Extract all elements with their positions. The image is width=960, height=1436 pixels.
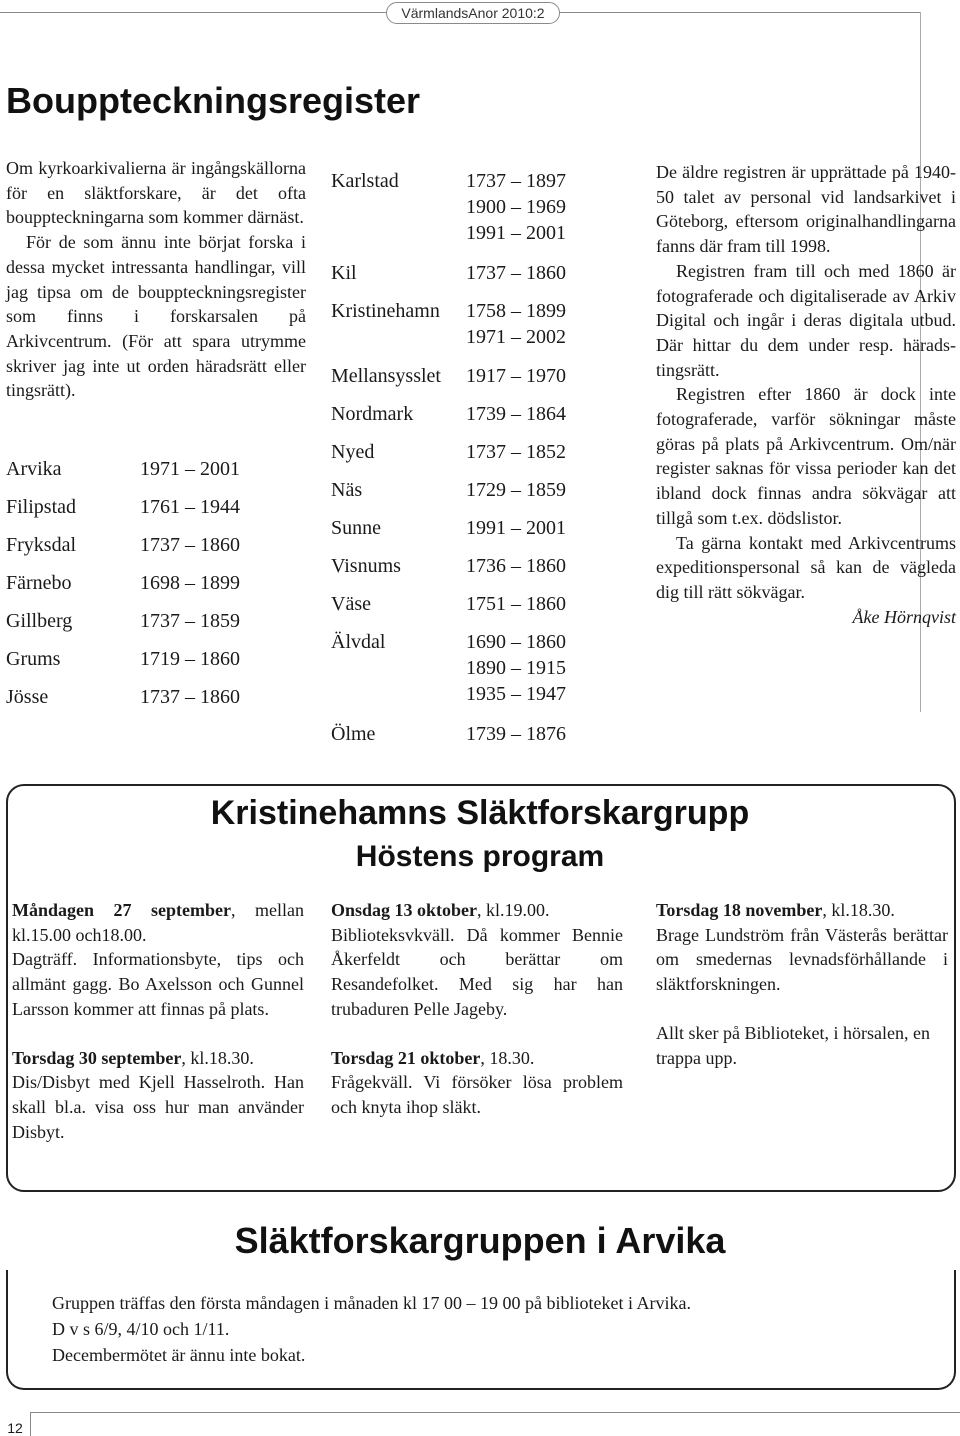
program-event — [331, 1046, 623, 1071]
program-column-2 — [331, 898, 623, 1120]
register-years: 1917 – 1970 — [466, 365, 566, 387]
register-place: Nordmark — [331, 403, 414, 425]
register-years: 1991 – 2001 — [466, 517, 566, 539]
register-years: 1739 – 1876 — [466, 723, 566, 745]
notes-paragraph-1: De äldre registren är upprättade på 1940-50 talet av personal vid landsarkivet i Göteborg, eftersom originalhandlingarna fanns där fram till 1998. — [656, 162, 956, 257]
event-date: Onsdag 13 oktober — [331, 900, 478, 920]
arvika-line: D v s 6/9, 4/10 och 1/11. — [52, 1319, 230, 1339]
kristinehamn-subtitle: Höstens program — [355, 840, 605, 873]
article-title: Bouppteckningsregister — [6, 80, 421, 121]
event-time: , kl.19.00. — [477, 900, 550, 920]
register-place: Karlstad — [331, 170, 399, 192]
register-years: 1751 – 1860 — [466, 593, 566, 615]
register-years: 1737 – 1860 — [466, 262, 566, 284]
intro-paragraph-1: Om kyrkoarkivalierna är ingångskällorna för en släktforskare, är det ofta bouppteckningarna som kommer därnäst. — [6, 158, 306, 228]
register-years: 1737 – 1859 — [140, 610, 240, 632]
register-place: Ölme — [331, 723, 376, 745]
register-place: Gillberg — [6, 610, 73, 632]
event-description: Dis/Disbyt med Kjell Hasselroth. Han skall bl.a. visa oss hur man använder Disbyt. — [12, 1072, 304, 1142]
event-description: Brage Lundström från Västerås berättar om smedernas levnadsförhållande i släktforskningen. — [656, 924, 948, 995]
intro-paragraph-2: För de som ännu inte börjat forska i dessa mycket intressanta handlingar, vill jag tipsa om de bouppteckningsregister som finns i forskarsalen på Arkivcentrum. (För att spara utrymme skriver jag inte ut orden häradsrätt eller tingsrätt). — [6, 232, 306, 401]
page-number: 12 — [7, 1420, 23, 1436]
register-place: Jösse — [6, 686, 49, 708]
notes-paragraph-2: Registren fram till och med 1860 är fotograferade och digitaliserade av Arkiv Digital och ingår i deras digitala utbud. Där hittar du dem under resp. härads- tingsrätt. — [656, 260, 956, 380]
register-years: 1729 – 1859 — [466, 479, 566, 501]
register-place: Älvdal — [331, 631, 386, 653]
register-place: Nyed — [331, 441, 375, 463]
register-years: 1737 – 1897 1900 – 1969 1991 – 2001 — [466, 170, 566, 244]
publication-tab: VärmlandsAnor 2010:2 — [386, 2, 560, 24]
register-years: 1698 – 1899 — [140, 572, 240, 594]
event-date: Torsdag 30 september — [12, 1047, 182, 1068]
register-place: Sunne — [331, 517, 381, 539]
event-time: , kl.18.30. — [181, 1047, 254, 1068]
register-place: Visnums — [331, 555, 401, 577]
register-place: Mellansysslet — [331, 365, 441, 387]
arvika-line: Decembermötet är ännu inte bokat. — [52, 1345, 306, 1365]
program-event — [331, 898, 623, 923]
register-years: 1758 – 1899 1971 – 2002 — [466, 300, 566, 348]
event-time: , kl.18.30. — [822, 900, 895, 920]
event-date: Måndagen 27 september — [12, 900, 232, 920]
register-years: 1736 – 1860 — [466, 555, 566, 577]
event-description: Dagträff. Informationsbyte, tips och allmänt gagg. Bo Axelsson och Gunnel Larsson kommer att finnas på plats. — [12, 949, 304, 1019]
register-place: Väse — [331, 593, 371, 615]
intro-column — [6, 156, 306, 403]
event-date: Torsdag 18 november — [656, 900, 823, 920]
arvika-line: Gruppen träffas den första måndagen i månaden kl 17 00 – 19 00 på biblioteket i Arvika. — [52, 1293, 691, 1313]
register-place: Grums — [6, 648, 61, 670]
register-years: 1761 – 1944 — [140, 496, 240, 518]
register-years: 1739 – 1864 — [466, 403, 566, 425]
event-description: Frågekväll. Vi försöker lösa problem och knyta ihop släkt. — [331, 1072, 623, 1117]
register-years: 1690 – 1860 1890 – 1915 1935 – 1947 — [466, 631, 566, 705]
event-time: , mellan kl.15.00 och18.00. — [12, 900, 305, 945]
program-event — [656, 898, 948, 923]
notes-column — [656, 160, 956, 629]
register-place: Kil — [331, 262, 357, 284]
article-author: Åke Hörnqvist — [852, 606, 956, 627]
program-note: Allt sker på Biblioteket, i hörsalen, en trappa upp. — [656, 1022, 930, 1068]
program-column-3 — [656, 898, 948, 1070]
register-place: Näs — [331, 479, 363, 501]
register-years: 1971 – 2001 — [140, 458, 240, 480]
register-years: 1737 – 1860 — [140, 534, 240, 556]
event-date: Torsdag 21 oktober — [331, 1047, 481, 1068]
arvika-text — [52, 1290, 691, 1368]
register-years: 1737 – 1860 — [140, 686, 240, 708]
register-place: Färnebo — [6, 572, 72, 594]
register-years: 1737 – 1852 — [466, 441, 566, 463]
register-place: Filipstad — [6, 496, 77, 518]
register-years: 1719 – 1860 — [140, 648, 240, 670]
notes-paragraph-3: Registren efter 1860 är dock inte fotograferade, varför sökningar måste göras på plats på Arkivcentrum. Om/när register saknas för vissa perioder kan det ibland dock finnas andra sökvägar att tillgå som t.ex. dödslistor. — [656, 384, 956, 528]
register-place: Kristinehamn — [331, 300, 440, 322]
event-description: Biblioteksvkväll. Då kommer Bennie Åkerfeldt och berättar om Resandefolket. Med sig har han trubaduren Pelle Jageby. — [331, 924, 623, 1019]
notes-paragraph-4: Ta gärna kontakt med Arkivcentrums expeditionspersonal så kan de vägleda dig till rätt sökvägar. — [656, 532, 956, 602]
footer-rule — [30, 1412, 960, 1413]
program-column-1 — [12, 898, 304, 1144]
kristinehamn-title: Kristinehamns Släktforskargrupp — [210, 794, 750, 832]
register-place: Fryksdal — [6, 534, 76, 556]
event-time: , 18.30. — [480, 1047, 535, 1068]
arvika-title: Släktforskargruppen i Arvika — [234, 1220, 726, 1261]
program-event — [12, 1046, 304, 1071]
register-place: Arvika — [6, 458, 62, 480]
program-event — [12, 898, 304, 947]
footer-rule-vertical — [30, 1412, 31, 1436]
